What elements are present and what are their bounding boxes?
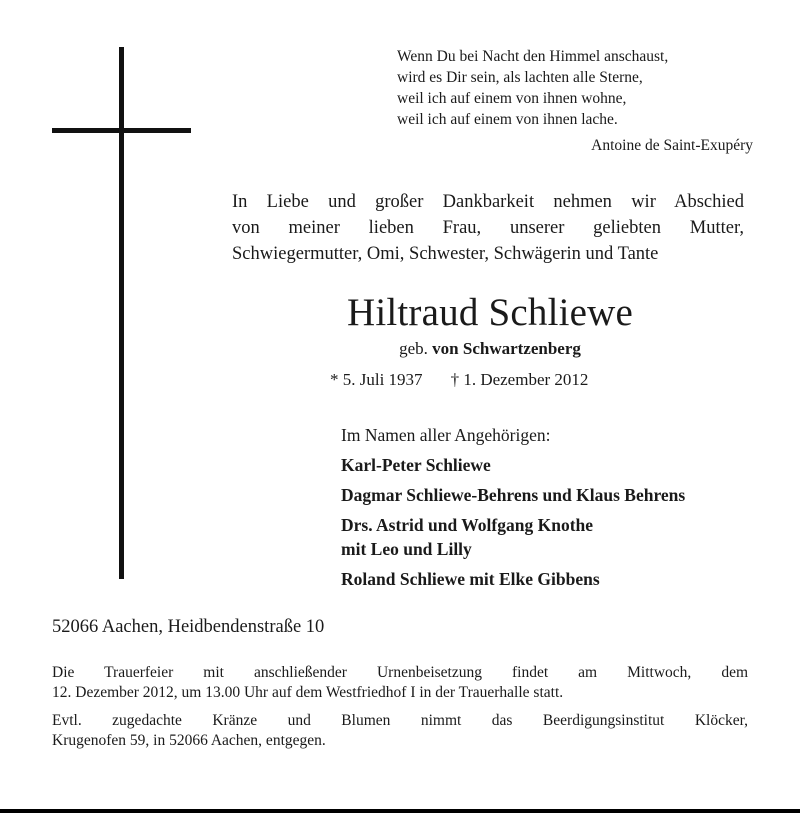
cross-icon-bar — [52, 128, 191, 133]
funeral-info — [52, 663, 748, 703]
quote-line: weil ich auf einem von ihnen lache. — [397, 111, 618, 128]
family-member: Dagmar Schliewe-Behrens und Klaus Behrens — [341, 485, 686, 505]
quote-line: Wenn Du bei Nacht den Himmel anschaust, — [397, 48, 669, 65]
address: 52066 Aachen, Heidbendenstraße 10 — [52, 617, 325, 637]
intro-text — [232, 189, 744, 267]
quote-line: wird es Dir sein, als lachten alle Sterne, — [397, 69, 643, 86]
birth-date: * 5. Juli 1937 — [330, 370, 423, 389]
flowers-info — [52, 711, 748, 751]
family-block — [341, 423, 761, 597]
maiden-name-line — [320, 338, 660, 360]
quote-author: Antoine de Saint-Exupéry — [591, 137, 753, 154]
flowers-line: Evtl. zugedachte Kränze und Blumen nimmt das Beerdigungsinstitut Klöcker, — [52, 712, 748, 729]
quote-block — [397, 46, 753, 156]
death-date: † 1. Dezember 2012 — [450, 370, 589, 389]
intro-line: von meiner lieben Frau, unserer geliebten Mutter, — [232, 218, 744, 238]
intro-line: Schwiegermutter, Omi, Schwester, Schwägerin und Tante — [232, 244, 659, 264]
deceased-name: Hiltraud Schliewe — [346, 291, 634, 334]
maiden-name: von Schwartzenberg — [432, 339, 581, 358]
family-member: mit Leo und Lilly — [341, 539, 472, 559]
funeral-line: Die Trauerfeier mit anschließender Urnenbeisetzung findet am Mittwoch, dem — [52, 664, 748, 681]
intro-line: In Liebe und großer Dankbarkeit nehmen wir Abschied — [232, 192, 744, 212]
flowers-line: Krugenofen 59, in 52066 Aachen, entgegen. — [52, 732, 326, 749]
quote-line: weil ich auf einem von ihnen wohne, — [397, 90, 627, 107]
family-heading: Im Namen aller Angehörigen: — [341, 425, 551, 445]
cross-icon — [119, 47, 124, 579]
life-dates — [330, 369, 588, 391]
born-prefix: geb. — [399, 339, 428, 358]
family-member: Karl-Peter Schliewe — [341, 455, 491, 475]
family-member: Roland Schliewe mit Elke Gibbens — [341, 569, 600, 589]
family-member: Drs. Astrid und Wolfgang Knothe — [341, 515, 594, 535]
funeral-line: 12. Dezember 2012, um 13.00 Uhr auf dem Westfriedhof I in der Trauerhalle statt. — [52, 684, 564, 701]
